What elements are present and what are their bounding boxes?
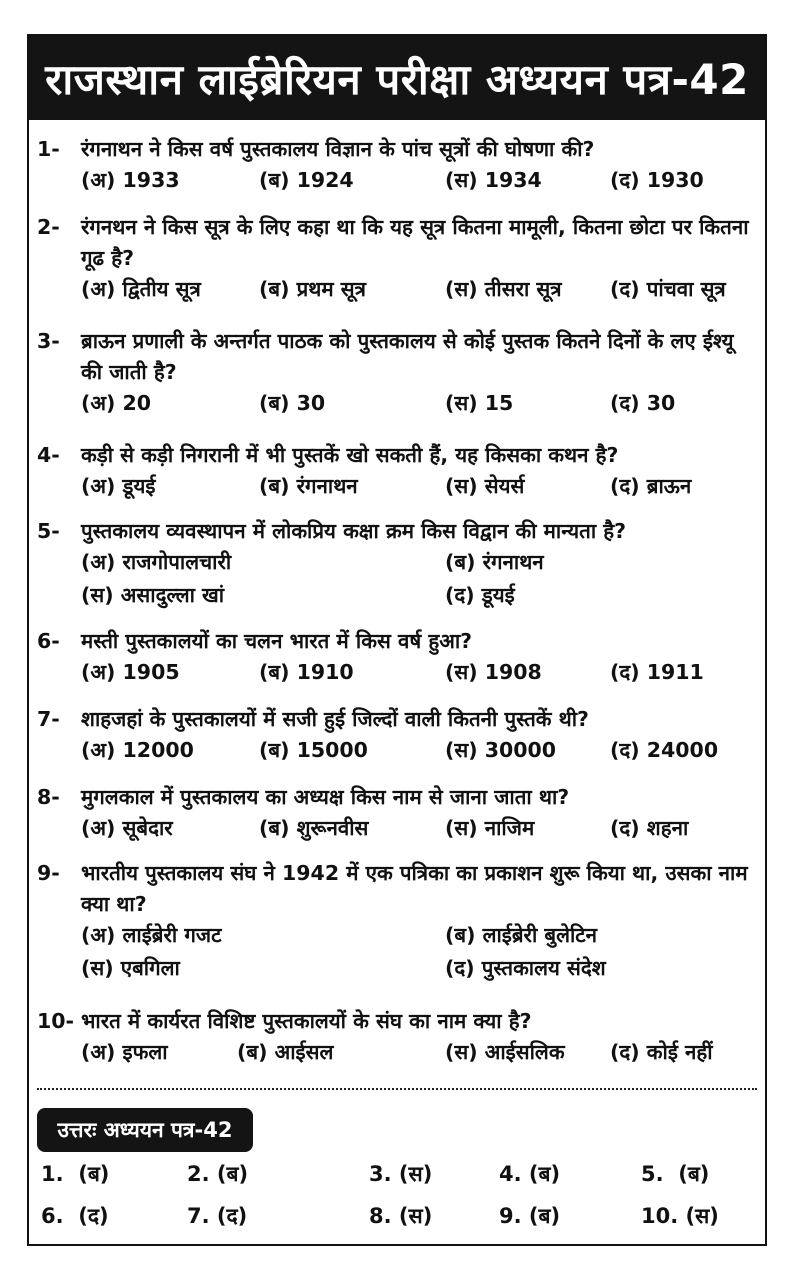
option-d: (द) ब्राऊन (610, 474, 692, 498)
option-c: (स) 30000 (445, 738, 557, 762)
answers-row-2 (29, 1202, 765, 1238)
options-row (37, 920, 759, 953)
options-row (37, 813, 759, 846)
answer-3: 3. (स) (369, 1162, 433, 1186)
question-1 (37, 134, 759, 198)
answer-7: 7. (द) (187, 1204, 248, 1228)
question-text: शाहजहां के पुस्तकालयों में सजी हुई जिल्दों वाली कितनी पुस्तकें थी? (81, 707, 589, 731)
option-d: (द) शहना (610, 816, 689, 840)
option-b: (ब) 15000 (259, 738, 368, 762)
option-a: (अ) डूयई (81, 474, 156, 498)
question-text: मस्ती पुस्तकालयों का चलन भारत में किस वर्ष हुआ? (81, 629, 473, 653)
answer-10: 10. (स) (641, 1204, 719, 1228)
question-4 (37, 440, 759, 504)
page-title: राजस्थान लाईब्रेरियन परीक्षा अध्ययन पत्र-42 (29, 36, 765, 120)
option-c: (स) 1908 (445, 660, 542, 684)
question-5 (37, 516, 759, 613)
option-a: (अ) राजगोपालचारी (81, 550, 232, 574)
option-c: (स) नाजिम (445, 816, 535, 840)
answer-6: 6. (द) (41, 1204, 109, 1228)
option-a: (अ) इफला (81, 1040, 168, 1064)
option-c: (स) एबगिला (81, 956, 180, 980)
question-text: भारत में कार्यरत विशिष्ट पुस्तकालयों के संघ का नाम क्या है? (81, 1009, 532, 1033)
option-d: (द) 30 (610, 391, 676, 415)
options-row (37, 165, 759, 198)
answer-4: 4. (ब) (499, 1162, 561, 1186)
question-text: कड़ी से कड़ी निगरानी में भी पुस्तकें खो सकती हैं, यह किसका कथन है? (81, 443, 619, 467)
question-number: 3- (37, 329, 60, 353)
option-c: (स) 1934 (445, 168, 542, 192)
question-number: 9- (37, 861, 60, 885)
option-b: (ब) 1910 (259, 660, 354, 684)
options-row (37, 547, 759, 580)
option-b: (ब) 1924 (259, 168, 354, 192)
question-number: 8- (37, 785, 60, 809)
option-b: (ब) प्रथम सूत्र (259, 277, 366, 301)
question-number: 10- (37, 1009, 75, 1033)
question-text: रंगनाथन ने किस वर्ष पुस्तकालय विज्ञान के पांच सूत्रों की घोषणा की? (81, 137, 595, 161)
question-2 (37, 212, 759, 307)
options-row (37, 274, 759, 307)
option-d: (द) डूयई (445, 583, 515, 607)
option-c: (स) आईसलिक (445, 1040, 565, 1064)
answers-title-badge: उत्तरः अध्ययन पत्र-42 (37, 1108, 253, 1152)
question-number: 7- (37, 707, 60, 731)
option-b: (ब) रंगनाथन (259, 474, 358, 498)
question-9 (37, 858, 759, 986)
option-c: (स) तीसरा सूत्र (445, 277, 562, 301)
question-text: भारतीय पुस्तकालय संघ ने 1942 में एक पत्रिका का प्रकाशन शुरू किया था, उसका नाम क्या था? (81, 861, 748, 916)
options-row (37, 471, 759, 504)
answer-5: 5. (ब) (641, 1162, 710, 1186)
answer-1: 1. (ब) (41, 1162, 110, 1186)
question-number: 6- (37, 629, 60, 653)
option-a: (अ) 1905 (81, 660, 180, 684)
option-a: (अ) 20 (81, 391, 152, 415)
option-d: (द) पुस्तकालय संदेश (445, 956, 606, 980)
options-row (37, 388, 759, 421)
option-a: (अ) सूबेदार (81, 816, 173, 840)
options-row (37, 580, 759, 613)
question-text: पुस्तकालय व्यवस्थापन में लोकप्रिय कक्षा क्रम किस विद्वान की मान्यता है? (81, 519, 627, 543)
answer-9: 9. (ब) (499, 1204, 561, 1228)
options-row (37, 1037, 759, 1070)
option-a: (अ) द्वितीय सूत्र (81, 277, 201, 301)
option-b: (ब) 30 (259, 391, 326, 415)
answer-8: 8. (स) (369, 1204, 433, 1228)
option-b: (ब) रंगनाथन (445, 550, 544, 574)
option-c: (स) असादुल्ला खां (81, 583, 225, 607)
question-text: रंगनथन ने किस सूत्र के लिए कहा था कि यह सूत्र कितना मामूली, कितना छोटा पर कितना गूढ है? (81, 215, 749, 270)
option-a: (अ) 1933 (81, 168, 180, 192)
option-b: (ब) शुरूनवीस (259, 816, 369, 840)
option-a: (अ) 12000 (81, 738, 194, 762)
option-d: (द) कोई नहीं (610, 1040, 713, 1064)
options-row (37, 657, 759, 690)
question-8 (37, 782, 759, 846)
dotted-divider (37, 1088, 757, 1090)
question-7 (37, 704, 759, 768)
options-row (37, 735, 759, 768)
option-d: (द) 1911 (610, 660, 704, 684)
option-d: (द) 24000 (610, 738, 719, 762)
question-text: मुगलकाल में पुस्तकालय का अध्यक्ष किस नाम से जाना जाता था? (81, 785, 570, 809)
question-10 (37, 1006, 759, 1070)
option-b: (ब) आईसल (237, 1040, 334, 1064)
question-3 (37, 326, 759, 421)
question-number: 2- (37, 215, 60, 239)
option-c: (स) 15 (445, 391, 514, 415)
question-number: 4- (37, 443, 60, 467)
answers-row-1 (29, 1160, 765, 1196)
question-6 (37, 626, 759, 690)
option-d: (द) 1930 (610, 168, 704, 192)
question-number: 1- (37, 137, 60, 161)
option-c: (स) सेयर्स (445, 474, 525, 498)
option-a: (अ) लाईब्रेरी गजट (81, 923, 222, 947)
question-number: 5- (37, 519, 60, 543)
answer-2: 2. (ब) (187, 1162, 249, 1186)
question-sheet (27, 34, 767, 1246)
option-d: (द) पांचवा सूत्र (610, 277, 726, 301)
question-text: ब्राऊन प्रणाली के अन्तर्गत पाठक को पुस्तकालय से कोई पुस्तक कितने दिनों के लए ईश्यू की जाती है? (81, 329, 734, 384)
options-row (37, 953, 759, 986)
option-b: (ब) लाईब्रेरी बुलेटिन (445, 923, 598, 947)
